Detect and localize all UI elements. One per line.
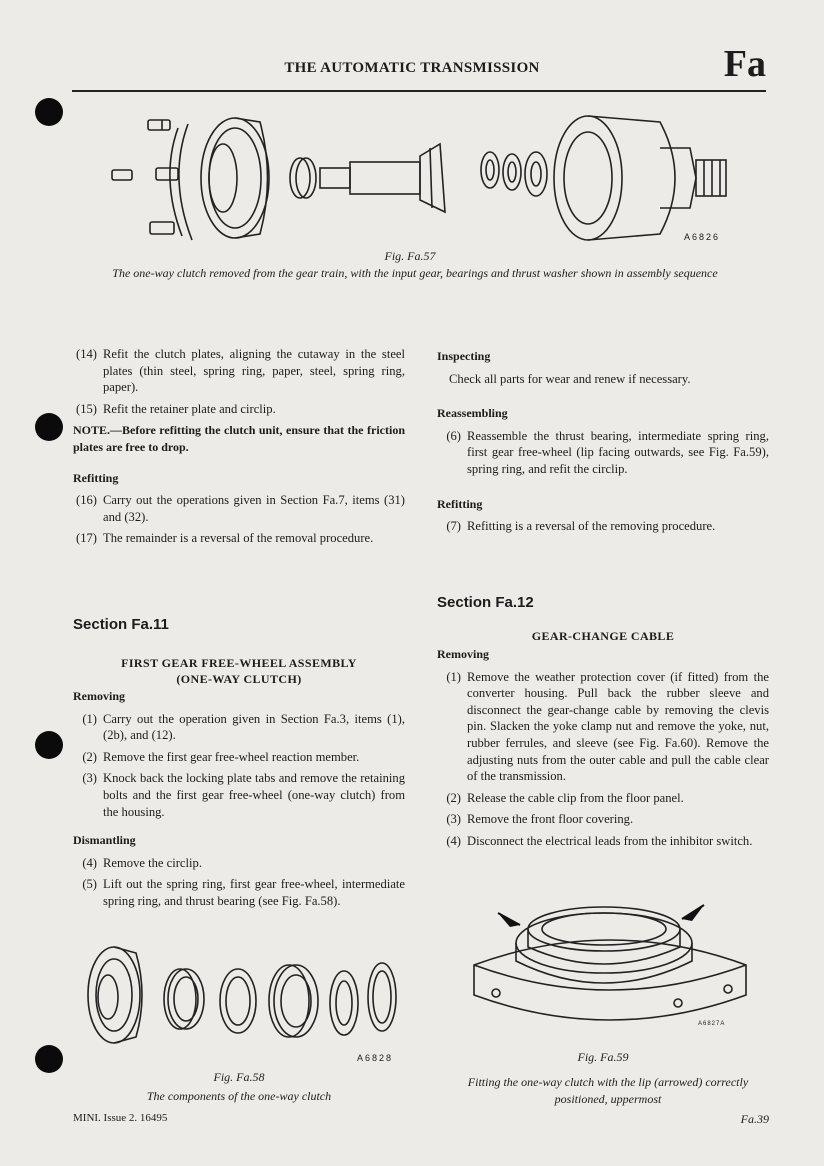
list-item: (7) Refitting is a reversal of the removing procedure.: [446, 519, 716, 534]
figure-label: Fig. Fa.57: [384, 249, 436, 263]
list-item: (1) Carry out the operation given in Section Fa.3, items (1), (2b), and (12).: [82, 711, 405, 743]
figure-caption: The one-way clutch removed from the gear train, with the input gear, bearings and thrust washer shown in assembly sequence: [112, 266, 718, 280]
list-item: (2) Release the cable clip from the floor panel.: [446, 790, 684, 805]
list-item: (5) Lift out the spring ring, first gear free-wheel, intermediate spring ring, and thrust bearing (see Fig. Fa.58).: [82, 877, 405, 908]
subheading-removing: Removing: [437, 647, 489, 661]
page-header-code: Fa: [723, 43, 766, 85]
list-item: (17) The remainder is a reversal of the removal procedure.: [76, 531, 374, 546]
punch-hole: [35, 98, 63, 126]
one-way-clutch-fitting-illustration: [470, 895, 750, 1035]
section-heading: Section Fa.11: [73, 616, 169, 633]
punch-hole: [35, 1045, 63, 1073]
list-item: (3) Remove the front floor covering.: [446, 812, 634, 827]
list-item: (15) Refit the retainer plate and circlip.: [76, 401, 276, 416]
list-item: (14) Refit the clutch plates, aligning the cutaway in the steel plates (thin steel, spring ring, paper, steel, spring ring, paper).: [76, 347, 405, 395]
subheading-removing: Removing: [73, 689, 125, 703]
note-text: NOTE.—Before refitting the clutch unit, ensure that the friction plates are free to drop.: [73, 423, 405, 454]
right-column: [437, 348, 769, 540]
paragraph: Check all parts for wear and renew if necessary.: [449, 371, 691, 386]
subheading-inspecting: Inspecting: [437, 349, 491, 363]
subheading-refitting: Refitting: [73, 470, 119, 485]
left-column: [73, 346, 405, 552]
section-title: FIRST GEAR FREE-WHEEL ASSEMBLY: [121, 656, 357, 670]
figure-code: A6827A: [698, 1021, 726, 1027]
figure-caption: The components of the one-way clutch: [146, 1089, 332, 1103]
figure-code: A6828: [357, 1053, 394, 1063]
list-item: (16) Carry out the operations given in Section Fa.7, items (31) and (32).: [76, 493, 405, 524]
figure-label: Fig. Fa.58: [213, 1070, 265, 1084]
figure-label: Fig. Fa.59: [577, 1050, 629, 1064]
header-rule: [72, 90, 766, 92]
subheading-dismantling: Dismantling: [73, 833, 136, 848]
footer-issue: MINI. Issue 2. 16495: [73, 1112, 168, 1124]
left-column-section: [73, 688, 405, 915]
list-item: (3) Knock back the locking plate tabs and remove the retaining bolts and the first gear free-wheel (one-way clutch) from the housing.: [82, 771, 405, 819]
figure-caption: Fitting the one-way clutch with the lip (arrowed) correctly positioned, uppermost: [467, 1075, 749, 1106]
section-heading: Section Fa.12: [437, 594, 534, 611]
list-item: (4) Remove the circlip.: [82, 855, 202, 870]
list-item: (2) Remove the first gear free-wheel reaction member.: [82, 749, 360, 764]
right-column-section: [437, 646, 769, 855]
figure-code: A6826: [684, 232, 721, 242]
subheading-refitting: Refitting: [437, 496, 483, 511]
footer-page-number: Fa.39: [740, 1112, 769, 1126]
punch-hole: [35, 731, 63, 759]
subheading-reassembling: Reassembling: [437, 406, 508, 421]
page-header-title: THE AUTOMATIC TRANSMISSION: [284, 60, 540, 76]
one-way-clutch-gear-train-illustration: [100, 108, 740, 248]
list-item: (1) Remove the weather protection cover (if fitted) from the converter housing. Pull back the rubber sleeve and disconnect the gear-change cable by removing the clevis pin. Slacken the yoke clamp nut and remove the yoke, nut, rubber ferrules, and sleeve (see Fig. Fa.60). Remove the adjusting nuts from the outer cable and pull the cable clear of the transmission.: [446, 669, 769, 784]
section-title: GEAR-CHANGE CABLE: [531, 629, 675, 643]
one-way-clutch-components-illustration: [74, 945, 404, 1045]
list-item: (6) Reassemble the thrust bearing, intermediate spring ring, first gear free-wheel (lip facing outwards, see Fig. Fa.59), spring ring, and refit the circlip.: [446, 428, 769, 476]
list-item: (4) Disconnect the electrical leads from the inhibitor switch.: [446, 833, 753, 848]
section-title: (ONE-WAY CLUTCH): [176, 672, 302, 686]
punch-hole: [35, 413, 63, 441]
